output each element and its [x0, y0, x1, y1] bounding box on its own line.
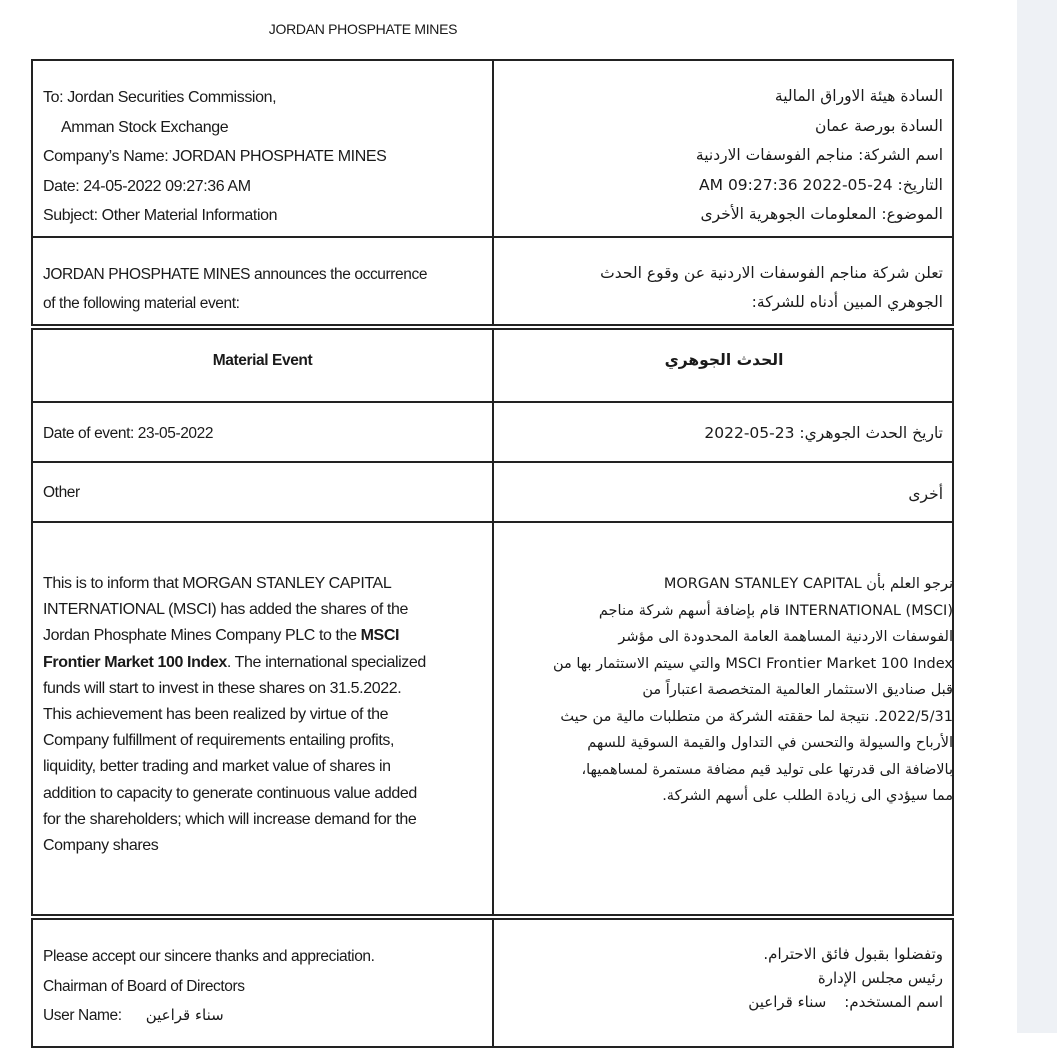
- description-line: [43, 650, 488, 676]
- closing-ar: [503, 942, 943, 1014]
- announcement-en: [43, 260, 483, 318]
- description-line-ar: قبل صناديق الاستثمار العالمية المتخصصة اعتباراً من: [642, 682, 953, 698]
- announcement-section: [31, 236, 954, 326]
- event-type-en: Other: [43, 484, 80, 501]
- event-description-ar: [503, 571, 953, 810]
- announcement-line: of the following material event:: [43, 295, 240, 312]
- announcement-line-ar: الجوهري المبين أدناه للشركة:: [751, 293, 943, 311]
- event-description-en: [43, 571, 488, 859]
- recipient-line-2-ar: السادة بورصة عمان: [814, 116, 943, 135]
- row-divider: [33, 461, 952, 463]
- description-line-ar: MSCI Frontier Market 100 Index والتي سيتم الاستثمار بها من: [552, 655, 953, 672]
- column-divider: [492, 238, 494, 324]
- description-line-ar: الفوسفات الاردنية المساهمة العامة المحدودة الى مؤشر: [618, 629, 953, 645]
- addressing-en: [43, 83, 483, 231]
- closing-thanks-ar: وتفضلوا بقبول فائق الاحترام.: [763, 945, 943, 963]
- announcement-ar: [503, 259, 943, 317]
- description-line: for the shareholders; which will increase demand for the: [43, 810, 417, 828]
- closing-thanks: Please accept our sincere thanks and appreciation.: [43, 948, 375, 965]
- subject: Subject: Other Material Information: [43, 207, 278, 224]
- event-type-ar: أخرى: [908, 485, 943, 503]
- description-line-ar: نرجو العلم بأن MORGAN STANLEY CAPITAL: [663, 576, 953, 592]
- announcement-line-ar: تعلن شركة مناجم الفوسفات الاردنية عن وقوع الحدث: [600, 264, 943, 282]
- description-line-ar: الأرباح والسيولة والتحسن في التداول والقيمة السوقية للسهم: [587, 735, 953, 751]
- description-line-ar: بالاضافة الى قدرتها على توليد قيم مضافة مستمرة لمساهميها،: [581, 761, 953, 778]
- recipient-line: To: Jordan Securities Commission,: [43, 89, 277, 106]
- report-date-ar: التاريخ: 24-05-2022 09:27:36 AM: [699, 175, 943, 194]
- description-line: Company fulfillment of requirements entailing profits,: [43, 732, 395, 750]
- description-line: funds will start to invest in these shares on 31.5.2022.: [43, 679, 402, 697]
- user-name-label: User Name:: [43, 1007, 122, 1024]
- description-line: This is to inform that MORGAN STANLEY CAPITAL: [43, 575, 392, 592]
- addressing-section: [31, 59, 954, 238]
- event-header-en: Material Event: [212, 352, 313, 369]
- description-line-ar: مما سيؤدي الى زيادة الطلب على أسهم الشركة.: [662, 788, 953, 804]
- column-divider: [492, 920, 494, 1046]
- user-name-line-ar: [503, 990, 943, 1014]
- recipient-line-ar: السادة هيئة الاوراق المالية: [774, 87, 943, 105]
- description-line-ar: 2022/5/31. نتيجة لما حققته الشركة من متطلبات مالية من حيث: [560, 708, 953, 725]
- user-name-label-ar: اسم المستخدم:: [844, 993, 943, 1011]
- index-name-bold: Frontier Market 100 Index: [43, 653, 227, 671]
- closing-en: [43, 942, 483, 1031]
- row-divider: [33, 521, 952, 523]
- event-date-en: Date of event: 23-05-2022: [43, 425, 214, 442]
- description-text: . The international specialized: [226, 653, 426, 671]
- description-line: [43, 623, 488, 649]
- addressing-ar: [503, 82, 943, 230]
- closing-section: [31, 918, 954, 1048]
- description-line: This achievement has been realized by virtue of the: [43, 706, 389, 724]
- description-line: liquidity, better trading and market value of shares in: [43, 758, 391, 776]
- event-date-ar: تاريخ الحدث الجوهري: 23-05-2022: [704, 424, 943, 442]
- subject-ar: الموضوع: المعلومات الجوهرية الأخرى: [700, 205, 943, 223]
- description-line: Company shares: [43, 837, 159, 855]
- user-name-line: [43, 1001, 483, 1031]
- signatory-role-ar: رئيس مجلس الإدارة: [817, 969, 943, 987]
- company-name: Company’s Name: JORDAN PHOSPHATE MINES: [43, 148, 387, 165]
- event-header-ar: الحدث الجوهري: [664, 351, 784, 369]
- index-name-bold: MSCI: [360, 627, 400, 645]
- description-line: INTERNATIONAL (MSCI) has added the shares of the: [43, 601, 408, 619]
- user-name-value-ar: سناء قراعين: [748, 993, 827, 1011]
- signatory-role: Chairman of Board of Directors: [43, 977, 245, 995]
- row-divider: [33, 401, 952, 403]
- report-date: Date: 24-05-2022 09:27:36 AM: [43, 177, 251, 195]
- event-table: [31, 328, 954, 916]
- viewer-side-panel: [1017, 0, 1057, 1033]
- column-divider: [492, 61, 494, 236]
- column-divider: [492, 330, 494, 914]
- announcement-line: JORDAN PHOSPHATE MINES announces the occurrence: [43, 266, 428, 283]
- company-name-ar: اسم الشركة: مناجم الفوسفات الاردنية: [695, 146, 943, 164]
- description-text: Jordan Phosphate Mines Company PLC to the: [43, 627, 361, 645]
- description-line-ar: (INTERNATIONAL (MSCI قام بإضافة أسهم شركة مناجم: [598, 602, 953, 619]
- user-name-value: سناء قراعين: [145, 1006, 224, 1024]
- document-header: JORDAN PHOSPHATE MINES: [268, 21, 458, 37]
- recipient-line-2: Amman Stock Exchange: [61, 118, 229, 136]
- description-line: addition to capacity to generate continuous value added: [43, 784, 417, 802]
